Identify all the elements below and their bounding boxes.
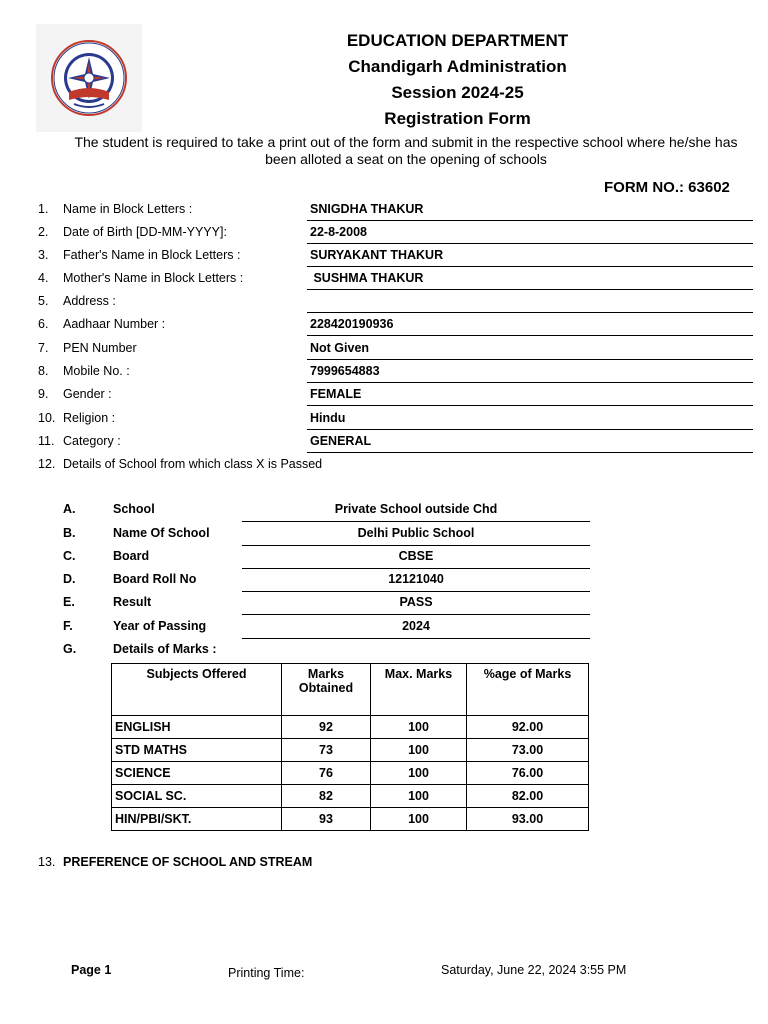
school-row-marks [0,640,768,663]
field-label: Name in Block Letters : [63,202,193,216]
school-label: Board [113,549,150,563]
school-label: Name Of School [113,526,210,540]
field-value: GENERAL [310,434,372,448]
school-value: Private School outside Chd [334,502,498,516]
field-number: 11. [38,434,55,448]
table-row [112,808,589,831]
table-cell: 82 [282,785,371,808]
table-cell: SCIENCE [112,762,282,785]
school-label: Details of Marks : [113,642,217,656]
school-letter: F. [63,619,73,633]
table-cell: 100 [371,785,467,808]
table-cell: HIN/PBI/SKT. [112,808,282,831]
field-value: 7999654883 [310,364,380,378]
table-cell: 93 [282,808,371,831]
field-number: 1. [38,202,49,216]
field-row-mobile [0,362,768,385]
school-value: Delhi Public School [357,526,475,540]
table-cell: STD MATHS [112,739,282,762]
section-title: PREFERENCE OF SCHOOL AND STREAM [63,855,313,869]
table-cell: SOCIAL SC. [112,785,282,808]
field-number: 12. [38,457,56,471]
field-value: FEMALE [310,387,362,401]
table-cell: 100 [371,739,467,762]
school-row-name [0,524,768,547]
school-row-result [0,593,768,616]
field-underline [307,382,753,383]
field-label: Details of School from which class X is Passed [63,457,323,471]
school-letter: E. [63,595,75,609]
table-cell: 73.00 [467,739,589,762]
school-underline [242,545,590,546]
field-row-name [0,200,768,223]
field-underline [307,289,753,290]
school-underline [242,638,590,639]
field-underline [307,266,753,267]
school-row-year [0,617,768,640]
field-number: 9. [38,387,49,401]
field-label: PEN Number [63,341,137,355]
form-number [604,179,730,196]
school-underline [242,521,590,522]
field-label: Category : [63,434,121,448]
field-label: Religion : [63,411,116,425]
field-number: 2. [38,225,49,239]
form-number-label: FORM NO.: [604,179,684,196]
form-title: Registration Form [384,109,531,128]
field-value: SURYAKANT THAKUR [310,248,444,262]
field-value: SUSHMA THAKUR [310,271,424,285]
field-number: 8. [38,364,49,378]
field-label: Address : [63,294,116,308]
school-label: Board Roll No [113,572,197,586]
instruction-text: The student is required to take a print out of the form and submit in the respective school where he/she has been alloted a seat on the opening of schools [74,134,738,167]
table-cell: ENGLISH [112,716,282,739]
field-label: Aadhaar Number : [63,317,166,331]
school-underline [242,614,590,615]
field-number: 4. [38,271,49,285]
table-row [112,785,589,808]
table-cell: 93.00 [467,808,589,831]
field-value: SNIGDHA THAKUR [310,202,424,216]
column-header: Max. Marks [371,664,467,716]
field-number: 3. [38,248,49,262]
school-label: School [113,502,155,516]
school-underline [242,591,590,592]
field-row-father [0,246,768,269]
table-row [112,716,589,739]
school-value: CBSE [398,549,434,563]
table-cell: 100 [371,716,467,739]
school-value: 2024 [402,619,430,633]
field-row-pen [0,339,768,362]
field-row-gender [0,385,768,408]
field-underline [307,429,753,430]
session-title: Session 2024-25 [391,83,524,102]
form-number-value: 63602 [688,179,730,196]
table-cell: 100 [371,808,467,831]
marks-table [111,663,589,831]
field-label: Date of Birth [DD-MM-YYYY]: [63,225,227,239]
field-row-mother [0,269,768,292]
printing-time-value: Saturday, June 22, 2024 3:55 PM [441,963,627,977]
table-cell: 100 [371,762,467,785]
school-value: PASS [399,595,433,609]
column-header: Subjects Offered [112,664,282,716]
field-row-address [0,292,768,315]
field-underline [307,243,753,244]
field-underline [307,405,753,406]
school-row-type [0,500,768,523]
table-cell: 92 [282,716,371,739]
field-row-category [0,432,768,455]
school-row-board [0,547,768,570]
school-value: 12121040 [388,572,444,586]
table-row [112,762,589,785]
field-row-aadhaar [0,315,768,338]
field-row-religion [0,409,768,432]
table-cell: 76.00 [467,762,589,785]
school-letter: G. [63,642,77,656]
printing-time-label: Printing Time: [228,966,305,980]
school-letter: D. [63,572,76,586]
school-underline [242,568,590,569]
administration-title: Chandigarh Administration [348,57,567,76]
table-cell: 73 [282,739,371,762]
preference-section [0,853,768,876]
table-row [112,739,589,762]
column-header: %age of Marks [467,664,589,716]
field-number: 7. [38,341,49,355]
school-letter: C. [63,549,76,563]
page-number: Page 1 [71,963,112,977]
field-label: Mobile No. : [63,364,130,378]
field-underline [307,312,753,313]
school-row-roll [0,570,768,593]
field-value: 228420190936 [310,317,394,331]
field-number: 5. [38,294,49,308]
field-underline [307,452,753,453]
school-label: Result [113,595,152,609]
department-title: EDUCATION DEPARTMENT [346,31,569,50]
field-label: Mother's Name in Block Letters : [63,271,244,285]
field-value: 22-8-2008 [310,225,367,239]
column-header: Marks Obtained [282,664,371,716]
field-row-dob [0,223,768,246]
logo-area [36,24,142,132]
field-number: 10. [38,411,56,425]
department-seal-logo [36,24,142,132]
field-underline [307,335,753,336]
field-underline [307,220,753,221]
school-letter: B. [63,526,76,540]
table-cell: 76 [282,762,371,785]
school-label: Year of Passing [113,619,207,633]
field-underline [307,359,753,360]
field-label: Gender : [63,387,112,401]
table-cell: 82.00 [467,785,589,808]
field-value: Not Given [310,341,370,355]
table-cell: 92.00 [467,716,589,739]
table-header-row [112,664,589,716]
field-number: 6. [38,317,49,331]
field-value: Hindu [310,411,346,425]
field-label: Father's Name in Block Letters : [63,248,241,262]
section-number: 13. [38,855,56,869]
school-letter: A. [63,502,76,516]
field-row-school-details [0,455,768,478]
